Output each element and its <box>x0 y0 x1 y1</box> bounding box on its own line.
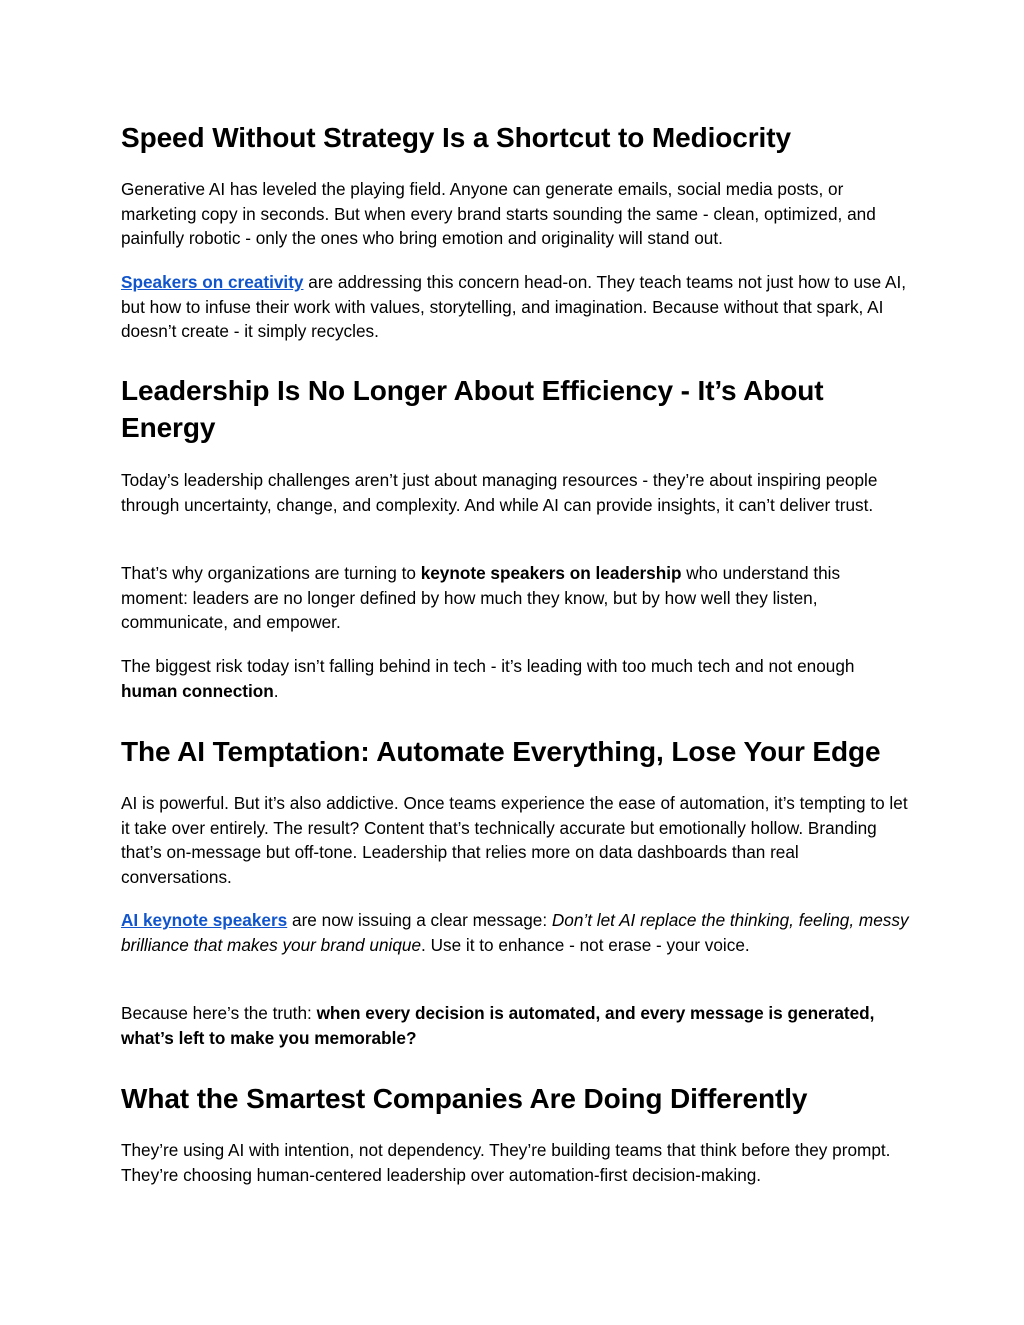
paragraph-text: who understand this moment: leaders are no longer defined by how much they know, but by how well they listen, communicate, and empower. <box>121 563 841 632</box>
paragraph-speakers-on-creativity <box>121 270 911 344</box>
paragraph-text: are addressing this concern head-on. They teach teams not just how to use AI, but how to infuse their work with values, storytelling, and imagination. Because without that spark, AI doesn’t create - it simply recycles. <box>121 272 907 341</box>
section-heading-leadership-energy: Leadership Is No Longer About Efficiency - It’s About Energy <box>121 375 824 443</box>
paragraph-text: That’s why organizations are turning to <box>121 563 421 583</box>
paragraph-text: Because here’s the truth: <box>121 1003 317 1023</box>
paragraph-ai-keynote-speakers <box>121 908 911 957</box>
paragraph-ai-is-powerful: AI is powerful. But it’s also addictive. Once teams experience the ease of automation, it’s tempting to let it take over entirely. The result? Content that’s technically accurate but emotionally hollow. Branding that’s on-message but off-tone. Leadership that relies more on data dashboards than real conversations. <box>121 793 908 887</box>
paragraph-text: The biggest risk today isn’t falling behind in tech - it’s leading with too much tech and not enough <box>121 656 855 676</box>
paragraph-generative-ai: Generative AI has leveled the playing field. Anyone can generate emails, social media posts, or marketing copy in seconds. But when every brand starts sounding the same - clean, optimized, and painfully robotic - only the ones who bring emotion and originality will stand out. <box>121 179 876 248</box>
paragraph-text: . Use it to enhance - not erase - your voice. <box>421 934 750 955</box>
paragraph-text: are now issuing a clear message: <box>287 910 552 930</box>
paragraph-keynote-speakers-leadership <box>121 561 911 635</box>
link-speakers-on-creativity[interactable]: Speakers on creativity <box>121 272 304 292</box>
paragraph-heres-the-truth <box>121 1001 911 1050</box>
bold-truth-statement: when every decision is automated, and every message is generated, what’s left to make you memorable? <box>121 1003 875 1048</box>
section-heading-smartest-companies: What the Smartest Companies Are Doing Differently <box>121 1083 808 1114</box>
bold-keynote-speakers-on-leadership: keynote speakers on leadership <box>420 563 682 583</box>
link-ai-keynote-speakers[interactable]: AI keynote speakers <box>121 910 288 930</box>
paragraph-text: . <box>273 680 279 701</box>
paragraph-leadership-challenges: Today’s leadership challenges aren’t just about managing resources - they’re about inspiring people through uncertainty, change, and complexity. And while AI can provide insights, it can’t deliver trust. <box>121 470 878 515</box>
section-heading-speed-without-strategy: Speed Without Strategy Is a Shortcut to Mediocrity <box>121 122 791 153</box>
section-heading-ai-temptation: The AI Temptation: Automate Everything, Lose Your Edge <box>121 736 881 767</box>
italic-quote: Don’t let AI replace the thinking, feeling, messy brilliance that makes your brand unique <box>121 910 909 955</box>
bold-human-connection: human connection <box>121 680 274 701</box>
paragraph-using-ai-with-intention: They’re using AI with intention, not dependency. They’re building teams that think before they prompt. They’re choosing human-centered leadership over automation-first decision-making. <box>121 1140 891 1185</box>
paragraph-biggest-risk <box>121 654 911 703</box>
